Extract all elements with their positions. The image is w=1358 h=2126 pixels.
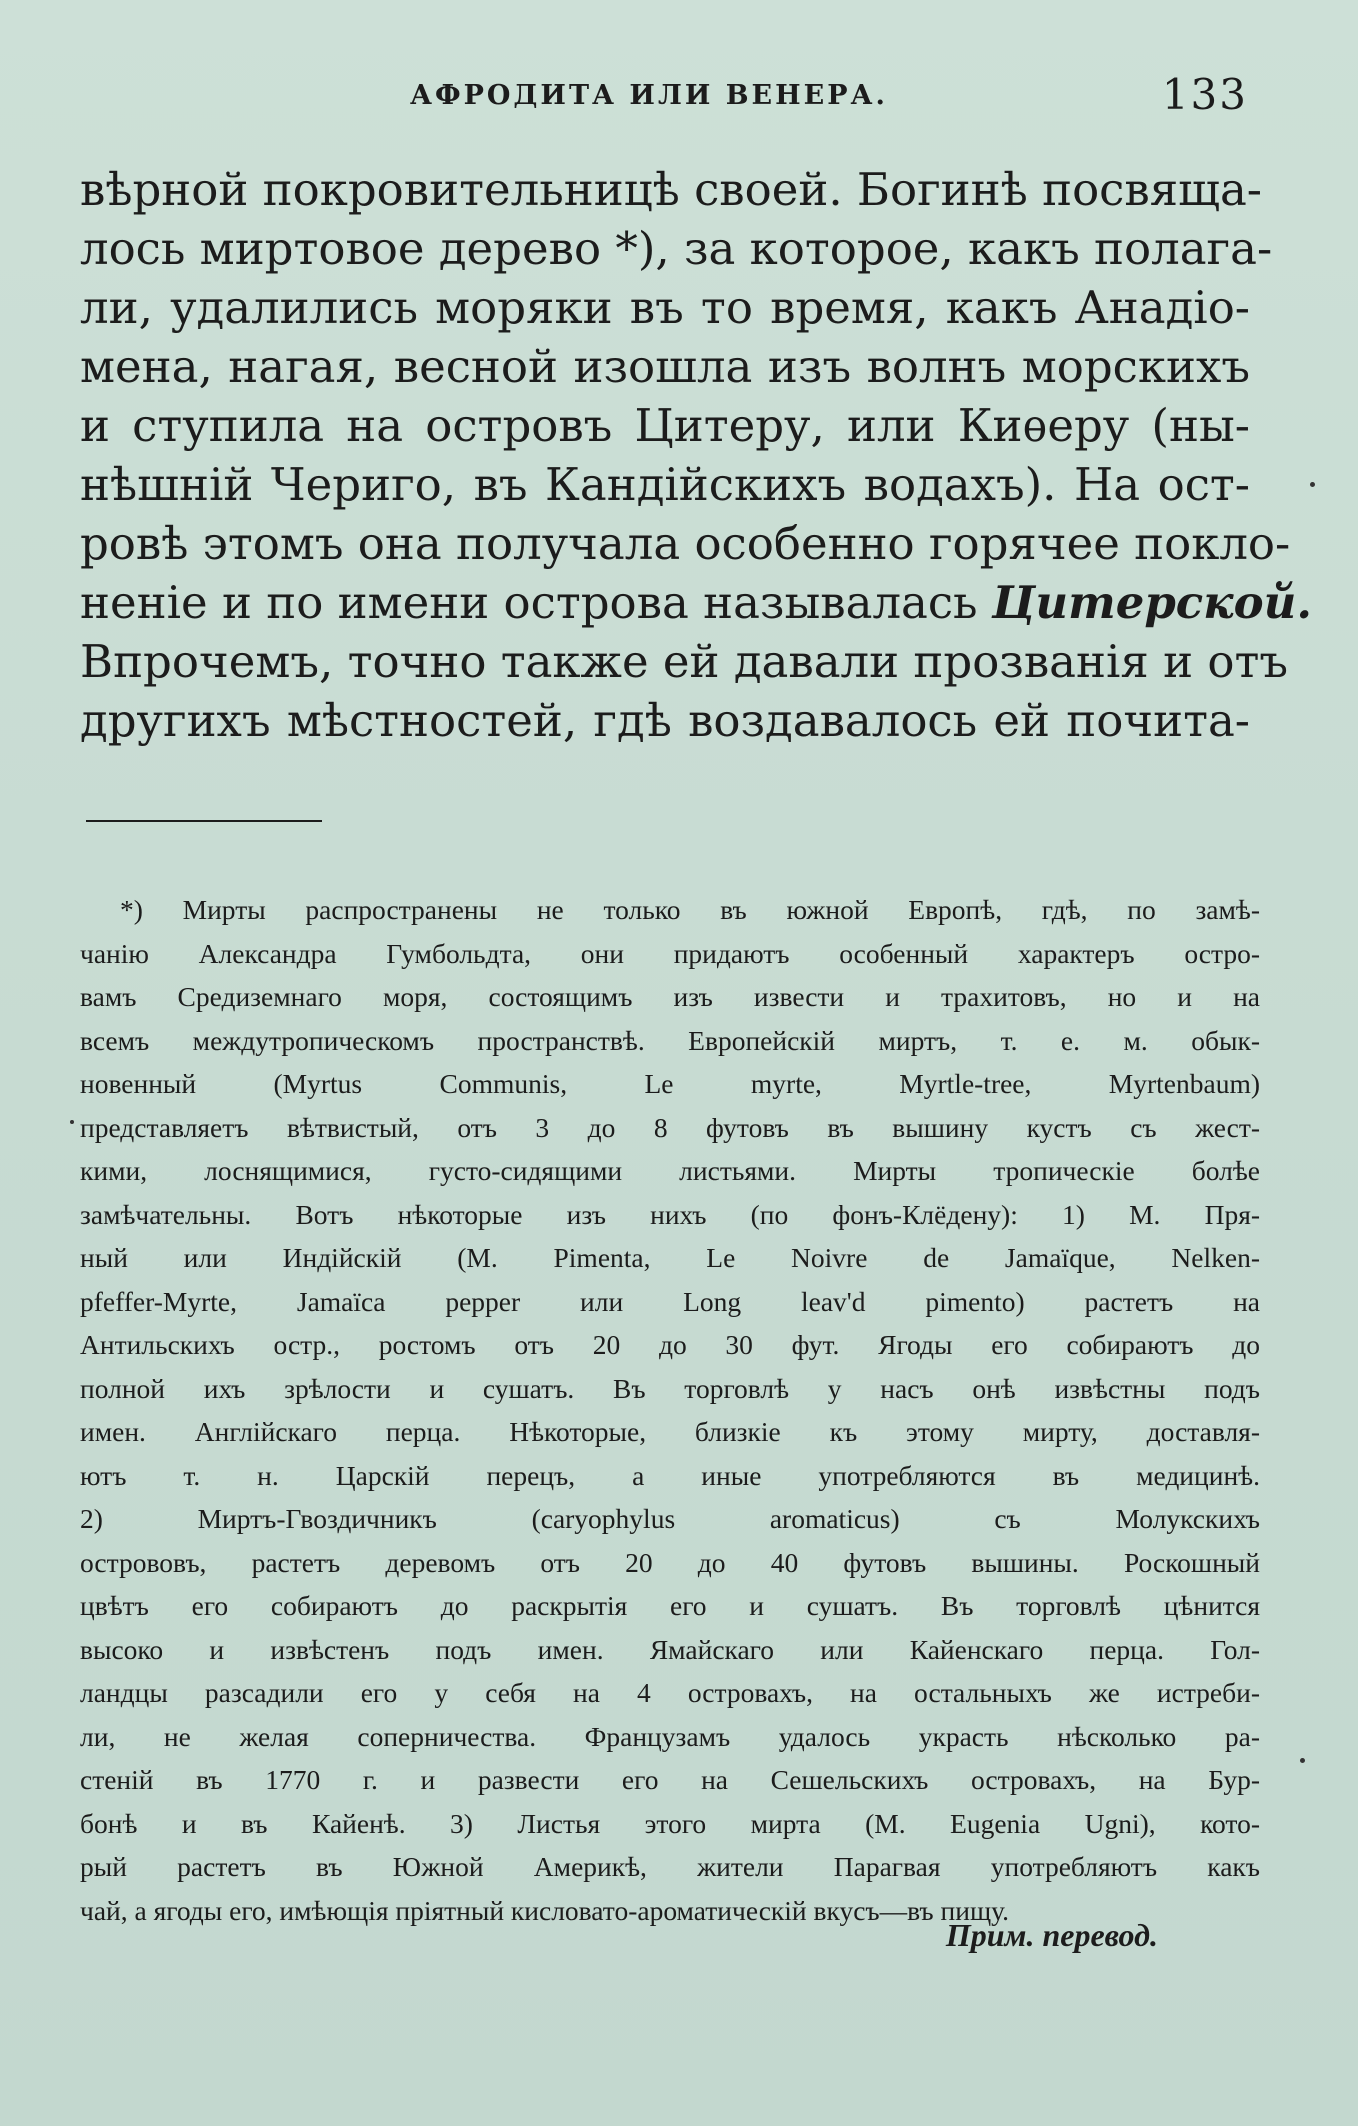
translator-note-signature: Прим. перевод. [945,1917,1158,1953]
footnote-line: чанію Александра Гумбольдта, они придаютъ особенный характеръ остро- [80,937,1260,969]
emphasized-word: Цитерской. [991,576,1313,629]
footnote-line: представляетъ вѣтвистый, отъ 3 до 8 футовъ въ вышину кустъ съ жест- [80,1111,1260,1143]
footnote [80,888,1260,1932]
footnote-line: рый растетъ въ Южной Америкѣ, жители Парагвая употребляютъ какъ [80,1851,1260,1882]
text-line: и ступила на островъ Цитеру, или Киѳеру (ны- [80,399,1250,452]
footnote-line: имен. Англійскаго перца. Нѣкоторые, близкіе къ этому мирту, доставля- [80,1416,1260,1447]
footnote-line: ли, не желая соперничества. Французамъ удалось украсть нѣсколько ра- [80,1720,1260,1752]
margin-speck [70,1120,74,1124]
footnote-line: Антильскихъ остр., ростомъ отъ 20 до 30 фут. Ягоды его собираютъ до [80,1329,1260,1360]
footnote-line: 2) Миртъ-Гвоздичникъ (caryophylus aromaticus) съ Молукскихъ [80,1503,1260,1534]
text-line: ровѣ этомъ она получала особенно горячее покло- [80,517,1291,570]
margin-speck [1300,1758,1305,1763]
footnote-line: цвѣтъ его собираютъ до раскрытія его и сушатъ. Въ торговлѣ цѣнится [80,1590,1260,1621]
footnote-line: стеній въ 1770 г. и развести его на Сешельскихъ островахъ, на Бур- [80,1764,1260,1795]
text-line: другихъ мѣстностей, гдѣ воздавалось ей почита- [80,694,1250,747]
footnote-line: замѣчательны. Вотъ нѣкоторые изъ нихъ (по фонъ-Клёдену): 1) М. Пря- [80,1198,1260,1230]
text-segment: неніе и по имени острова называлась [80,576,978,629]
running-header [80,70,1248,130]
footnote-line: всемъ междутропическомъ пространствѣ. Европейскій миртъ, т. е. м. обык- [80,1024,1260,1056]
page-number: 133 [1161,70,1248,119]
footnote-rule [86,820,322,822]
footnote-line: ютъ т. н. Царскій перецъ, а иные употребляются въ медицинѣ. [80,1459,1260,1491]
footnote-line: кими, лоснящимися, густо-сидящими листьями. Мирты тропическіе болѣе [80,1155,1260,1186]
footnote-line: высоко и извѣстенъ подъ имен. Ямайскаго или Кайенскаго перца. Гол- [80,1633,1260,1665]
main-text [80,160,1313,750]
footnote-line: вамъ Средиземнаго моря, состоящимъ изъ извести и трахитовъ, но и на [80,981,1260,1012]
footnote-line: новенный (Myrtus Communis, Le myrte, Myrtle-tree, Myrtenbaum) [80,1068,1260,1099]
footnote-line: *) Мирты распространены не только въ южной Европѣ, гдѣ, по замѣ- [120,894,1260,925]
footnote-line: ландцы разсадили его у себя на 4 островахъ, на остальныхъ же истреби- [80,1677,1260,1708]
footnote-line: pfeffer-Myrte, Jamaïca pepper или Long leav'd pimento) растетъ на [80,1285,1260,1317]
footnote-line: полной ихъ зрѣлости и сушатъ. Въ торговлѣ у насъ онѣ извѣстны подъ [80,1372,1260,1404]
text-line-with-emphasis [80,573,1313,632]
footnote-line: бонѣ и въ Кайенѣ. 3) Листья этого мирта (M. Eugenia Ugni), кото- [80,1807,1260,1839]
text-line: Впрочемъ, точно также ей давали прозванія и отъ [80,635,1288,688]
footnote-line: острововъ, растетъ деревомъ отъ 20 до 40 футовъ вышины. Роскошный [80,1546,1260,1578]
margin-speck [1310,482,1315,487]
text-line: ли, удалились моряки въ то время, какъ Анадіо- [80,281,1250,334]
text-line: нѣшній Чериго, въ Кандійскихъ водахъ). На ост- [80,458,1250,511]
running-title: АФРОДИТА ИЛИ ВЕНЕРА. [410,80,888,111]
text-line: лось миртовое дерево *), за которое, какъ полага- [80,222,1273,275]
footnote-line: ный или Индійскій (M. Pimenta, Le Noivre de Jamaïque, Nelken- [80,1242,1260,1273]
footnote-line: чай, а ягоды его, имѣющія пріятный кисловато-ароматическій вкусъ—въ пищу. [80,1894,1010,1926]
text-line: мена, нагая, весной изошла изъ волнъ морскихъ [80,340,1250,393]
text-line: вѣрной покровительницѣ своей. Богинѣ посвяща- [80,163,1262,216]
